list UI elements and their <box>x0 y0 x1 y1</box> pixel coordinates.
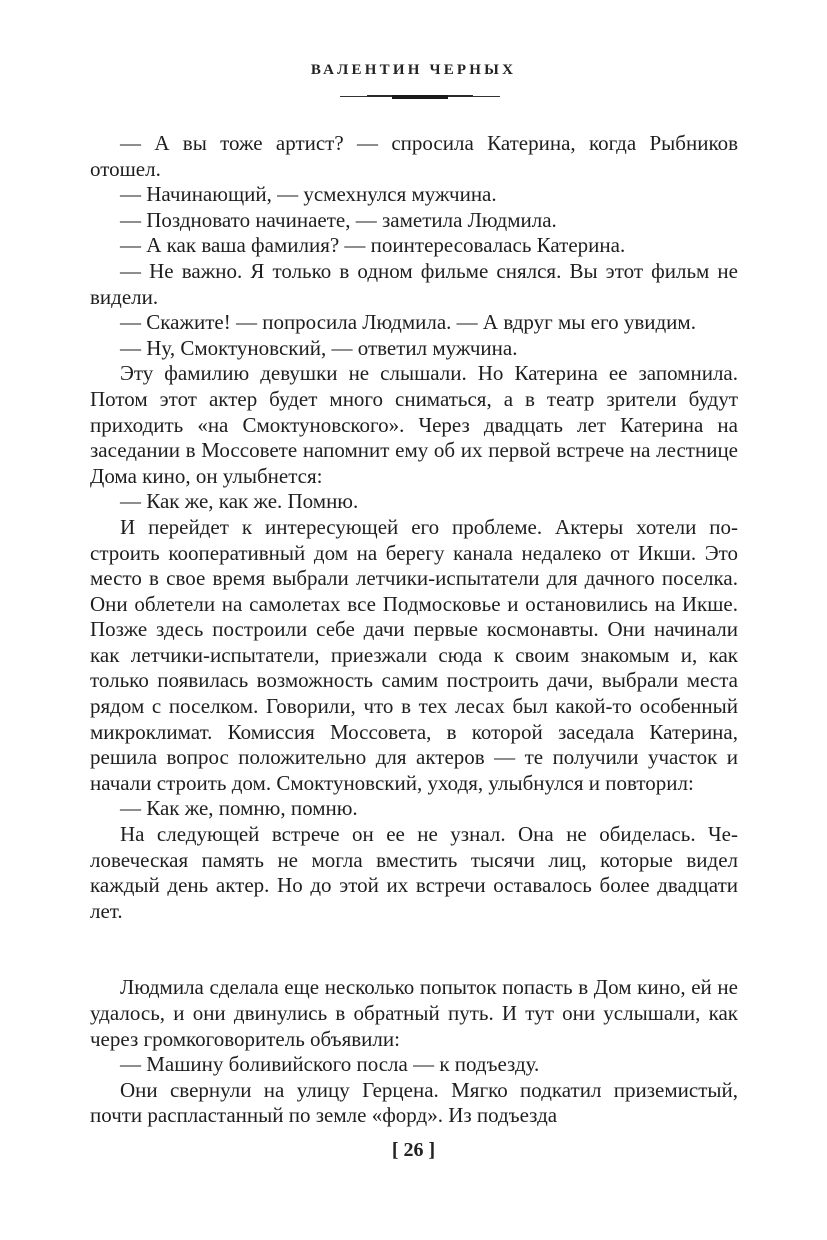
paragraph: Людмила сделала еще несколько попыток попасть в Дом кино, ей не удалось, и они двинулись в обратный путь. И тут они услышали, как через громкоговоритель объявили: <box>90 975 738 1051</box>
header-rule-ornament <box>340 94 500 99</box>
paragraph: — Не важно. Я только в одном фильме снялся. Вы этот фильм не видели. <box>90 258 738 309</box>
paragraph: Эту фамилию девушки не слышали. Но Катерина ее запомнила. Потом этот актер будет много сниматься, а в театр зрители будут приходить «на Смоктуновского». Через двадцать лет Катерина на заседании в Моссовете напомнит ему об их первой встрече на лестнице Дома кино, он улыбнется: <box>90 361 738 488</box>
page-number: [ 26 ] <box>391 1139 436 1161</box>
rule-thick <box>392 95 448 99</box>
paragraph: — Скажите! — попросила Людмила. — А вдруг мы его увидим. <box>120 310 696 335</box>
paragraph: И перейдет к интересующей его проблеме. Актеры хотели построить кооперативный дом на берегу канала недалеко от Икши. Это место в свое время выбрали летчики-испытатели для дачного поселка. Они облетели на самолетах все Подмосковье и остановились на Икше. Позже здесь построили себе дачи первые космонавты. Они начинали как летчики-испытатели, приезжали сюда к своим знакомым и, как только появилась возможность самим построить дачи, выбрали места рядом с поселком. Говорили, что в тех лесах был какой-то особенный микроклимат. Комиссия Моссовета, в которой заседала Катерина, решила вопрос положительно для актеров — те получили участок и начали строить дом. Смоктуновский, уходя, улыбнулся и повторил: <box>90 514 738 795</box>
paragraph: — Начинающий, — усмехнулся мужчина. <box>120 182 497 207</box>
paragraph: — Как же, как же. Помню. <box>120 489 359 514</box>
paragraph: Они свернули на улицу Герцена. Мягко подкатил приземистый, почти распластанный по земле «форд». Из подъезда <box>90 1077 738 1128</box>
running-head: ВАЛЕНТИН ЧЕРНЫХ <box>310 62 517 78</box>
paragraph: — А вы тоже артист? — спросила Катерина, когда Рыбников отошел. <box>90 131 738 181</box>
paragraph: — Машину боливийского посла — к подъезду. <box>120 1052 540 1077</box>
paragraph: На следующей встрече он ее не узнал. Она не обиделась. Человеческая память не могла вместить тысячи лиц, которые видел каждый день актер. Но до этой их встречи оставалось более двадцати лет. <box>90 822 738 923</box>
paragraph: — Ну, Смоктуновский, — ответил мужчина. <box>120 335 518 360</box>
paragraph: — Как же, помню, помню. <box>120 796 358 821</box>
body-text <box>90 131 738 1129</box>
paragraph: — Поздновато начинаете, — заметила Людмила. <box>120 207 557 232</box>
paragraph: — А как ваша фамилия? — поинтересовалась Катерина. <box>120 233 626 258</box>
